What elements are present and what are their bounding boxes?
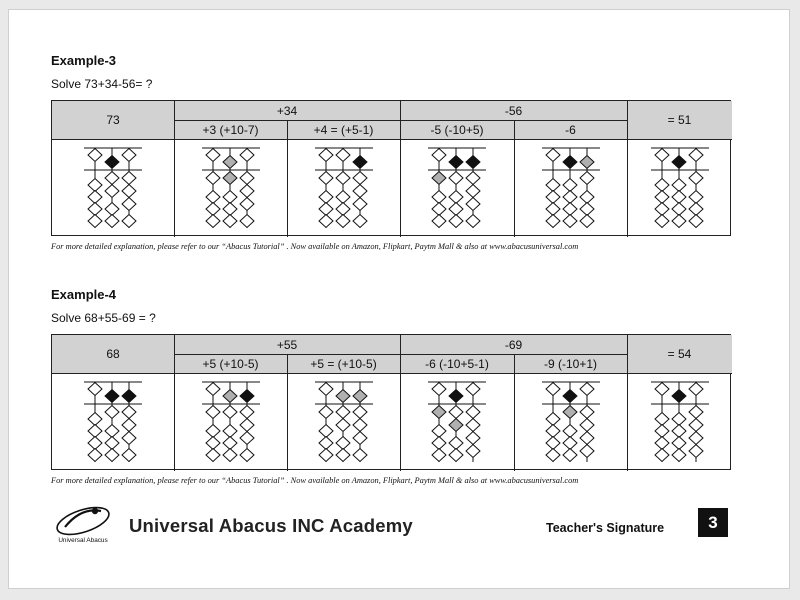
abacus-bead <box>336 172 350 185</box>
abacus-bead <box>88 383 102 396</box>
abacus-bead <box>240 419 254 432</box>
abacus-bead <box>223 156 237 169</box>
abacus-bead <box>546 449 560 462</box>
abacus-bead <box>105 203 119 216</box>
abacus-bead <box>655 383 669 396</box>
abacus-bead <box>546 437 560 450</box>
abacus-bead <box>206 425 220 438</box>
tutorial-note: For more detailed explanation, please refer to our “Abacus Tutorial” . Now available on Amazon, Flipkart, Paytm Mall & also at www.abacusuniversal.com <box>51 476 579 485</box>
abacus-diagram <box>199 147 263 229</box>
abacus-bead <box>240 406 254 419</box>
abacus-diagram <box>81 381 145 463</box>
abacus-bead <box>336 203 350 216</box>
abacus-bead <box>206 215 220 228</box>
divider <box>174 101 175 237</box>
abacus-bead <box>122 406 136 419</box>
abacus-bead <box>122 419 136 432</box>
divider <box>514 120 515 237</box>
abacus-bead <box>655 437 669 450</box>
abacus-bead <box>336 419 350 432</box>
abacus-bead <box>353 390 367 403</box>
abacus-bead <box>122 172 136 185</box>
abacus-diagram <box>648 147 712 229</box>
abacus-bead <box>336 406 350 419</box>
abacus-bead <box>672 390 686 403</box>
example-3-question: Solve 73+34-56= ? <box>51 77 153 91</box>
abacus-bead <box>432 215 446 228</box>
abacus-bead <box>223 203 237 216</box>
abacus-bead <box>336 437 350 450</box>
abacus-bead <box>206 149 220 162</box>
abacus-bead <box>223 390 237 403</box>
result-cell: = 51 <box>627 101 732 139</box>
divider <box>400 335 401 471</box>
abacus-bead <box>580 215 594 228</box>
abacus-bead <box>449 406 463 419</box>
abacus-bead <box>580 191 594 204</box>
abacus-bead <box>546 215 560 228</box>
divider <box>400 101 401 237</box>
abacus-bead <box>563 156 577 169</box>
step-4-header: -9 (-10+1) <box>514 354 627 373</box>
abacus-bead <box>546 191 560 204</box>
abacus-diagram <box>199 381 263 463</box>
abacus-bead <box>672 156 686 169</box>
example-4-table <box>51 334 731 470</box>
abacus-bead <box>449 449 463 462</box>
abacus-bead <box>353 406 367 419</box>
abacus-bead <box>580 383 594 396</box>
abacus-bead <box>563 390 577 403</box>
example-4-title: Example-4 <box>51 287 117 302</box>
abacus-bead <box>336 191 350 204</box>
abacus-bead <box>88 203 102 216</box>
abacus-bead <box>240 185 254 198</box>
abacus-bead <box>432 383 446 396</box>
abacus-bead <box>655 215 669 228</box>
abacus-bead <box>655 179 669 192</box>
divider <box>52 373 732 374</box>
abacus-bead <box>546 413 560 426</box>
divider <box>52 139 732 140</box>
abacus-bead <box>655 203 669 216</box>
abacus-bead <box>223 215 237 228</box>
abacus-bead <box>223 437 237 450</box>
abacus-bead <box>223 406 237 419</box>
divider <box>287 354 288 471</box>
abacus-bead <box>432 172 446 185</box>
abacus-bead <box>353 432 367 445</box>
abacus-bead <box>105 172 119 185</box>
abacus-bead <box>449 203 463 216</box>
abacus-bead <box>319 406 333 419</box>
divider <box>514 354 515 471</box>
abacus-bead <box>672 449 686 462</box>
result-cell: = 54 <box>627 335 732 373</box>
abacus-bead <box>655 425 669 438</box>
abacus-bead <box>672 203 686 216</box>
abacus-bead <box>689 215 703 228</box>
abacus-bead <box>105 406 119 419</box>
abacus-bead <box>689 172 703 185</box>
abacus-bead <box>240 215 254 228</box>
worksheet-page <box>8 9 790 589</box>
abacus-bead <box>689 432 703 445</box>
abacus-bead <box>546 179 560 192</box>
abacus-bead <box>449 172 463 185</box>
abacus-bead <box>240 172 254 185</box>
abacus-bead <box>336 215 350 228</box>
abacus-diagram <box>425 147 489 229</box>
abacus-bead <box>319 425 333 438</box>
teacher-signature-label: Teacher's Signature <box>546 521 665 535</box>
abacus-bead <box>206 172 220 185</box>
abacus-bead <box>563 406 577 419</box>
abacus-bead <box>432 149 446 162</box>
abacus-bead <box>319 172 333 185</box>
abacus-bead <box>432 425 446 438</box>
abacus-bead <box>88 191 102 204</box>
abacus-bead <box>689 445 703 458</box>
abacus-bead <box>563 437 577 450</box>
group2-header: -69 <box>400 335 627 354</box>
abacus-bead <box>319 383 333 396</box>
start-value-cell: 68 <box>52 335 174 373</box>
abacus-diagram <box>312 381 376 463</box>
logo-text: Universal Abacus <box>58 537 108 544</box>
abacus-diagram <box>425 381 489 463</box>
step-3-header: -6 (-10+5-1) <box>400 354 514 373</box>
academy-logo <box>51 499 115 550</box>
abacus-bead <box>689 383 703 396</box>
abacus-bead <box>466 406 480 419</box>
abacus-bead <box>206 383 220 396</box>
abacus-bead <box>563 425 577 438</box>
abacus-bead <box>240 390 254 403</box>
abacus-bead <box>88 449 102 462</box>
abacus-bead <box>223 172 237 185</box>
abacus-bead <box>319 191 333 204</box>
abacus-bead <box>206 437 220 450</box>
abacus-bead <box>466 156 480 169</box>
abacus-bead <box>319 149 333 162</box>
abacus-bead <box>672 179 686 192</box>
abacus-bead <box>122 449 136 462</box>
abacus-bead <box>466 432 480 445</box>
abacus-bead <box>432 191 446 204</box>
abacus-bead <box>580 156 594 169</box>
abacus-bead <box>655 449 669 462</box>
step-3-header: -5 (-10+5) <box>400 120 514 139</box>
abacus-bead <box>122 390 136 403</box>
example-4-question: Solve 68+55-69 = ? <box>51 311 156 325</box>
abacus-bead <box>122 149 136 162</box>
abacus-bead <box>449 390 463 403</box>
abacus-bead <box>353 449 367 462</box>
abacus-bead <box>546 149 560 162</box>
abacus-bead <box>563 215 577 228</box>
abacus-bead <box>546 203 560 216</box>
abacus-diagram <box>539 147 603 229</box>
group1-header: +34 <box>174 101 400 120</box>
abacus-bead <box>206 449 220 462</box>
abacus-bead <box>105 185 119 198</box>
abacus-bead <box>336 390 350 403</box>
abacus-diagram <box>81 147 145 229</box>
abacus-bead <box>466 185 480 198</box>
divider <box>174 335 175 471</box>
step-2-header: +4 = (+5-1) <box>287 120 400 139</box>
abacus-bead <box>206 203 220 216</box>
abacus-bead <box>240 149 254 162</box>
abacus-bead <box>449 191 463 204</box>
abacus-bead <box>546 425 560 438</box>
start-value-cell: 73 <box>52 101 174 139</box>
abacus-bead <box>672 425 686 438</box>
abacus-bead <box>689 191 703 204</box>
abacus-bead <box>105 437 119 450</box>
divider <box>627 101 628 237</box>
abacus-bead <box>432 449 446 462</box>
abacus-bead <box>432 203 446 216</box>
abacus-bead <box>689 406 703 419</box>
abacus-bead <box>466 215 480 228</box>
abacus-bead <box>353 419 367 432</box>
abacus-bead <box>319 203 333 216</box>
abacus-bead <box>206 406 220 419</box>
abacus-bead <box>105 390 119 403</box>
abacus-bead <box>689 203 703 216</box>
abacus-bead <box>655 149 669 162</box>
abacus-bead <box>88 437 102 450</box>
abacus-bead <box>319 449 333 462</box>
abacus-bead <box>240 432 254 445</box>
abacus-bead <box>432 406 446 419</box>
divider <box>174 120 627 121</box>
abacus-bead <box>105 425 119 438</box>
step-1-header: +3 (+10-7) <box>174 120 287 139</box>
abacus-bead <box>206 191 220 204</box>
abacus-bead <box>223 425 237 438</box>
abacus-diagram <box>539 381 603 463</box>
abacus-bead <box>655 413 669 426</box>
abacus-bead <box>432 437 446 450</box>
abacus-bead <box>105 156 119 169</box>
page-number-badge: 3 <box>698 508 728 537</box>
abacus-bead <box>672 413 686 426</box>
abacus-bead <box>88 149 102 162</box>
abacus-bead <box>105 215 119 228</box>
abacus-bead <box>466 419 480 432</box>
abacus-bead <box>122 198 136 211</box>
abacus-bead <box>655 191 669 204</box>
abacus-bead <box>122 215 136 228</box>
abacus-bead <box>563 203 577 216</box>
abacus-diagram <box>648 381 712 463</box>
abacus-bead <box>672 437 686 450</box>
abacus-bead <box>563 191 577 204</box>
step-4-header: -6 <box>514 120 627 139</box>
divider <box>174 354 627 355</box>
abacus-bead <box>466 172 480 185</box>
abacus-bead <box>546 383 560 396</box>
abacus-diagram <box>312 147 376 229</box>
abacus-bead <box>105 449 119 462</box>
abacus-bead <box>223 191 237 204</box>
step-2-header: +5 = (+10-5) <box>287 354 400 373</box>
abacus-bead <box>240 198 254 211</box>
abacus-bead <box>580 406 594 419</box>
tutorial-note: For more detailed explanation, please refer to our “Abacus Tutorial” . Now available on Amazon, Flipkart, Paytm Mall & also at www.abacusuniversal.com <box>51 242 579 251</box>
abacus-bead <box>449 156 463 169</box>
example-3-table <box>51 100 731 236</box>
abacus-bead <box>122 432 136 445</box>
abacus-bead <box>319 437 333 450</box>
abacus-bead <box>353 185 367 198</box>
abacus-bead <box>689 419 703 432</box>
abacus-bead <box>240 449 254 462</box>
abacus-bead <box>672 215 686 228</box>
abacus-bead <box>88 179 102 192</box>
abacus-bead <box>466 198 480 211</box>
group1-header: +55 <box>174 335 400 354</box>
abacus-bead <box>466 383 480 396</box>
abacus-bead <box>353 198 367 211</box>
abacus-bead <box>580 203 594 216</box>
abacus-bead <box>319 215 333 228</box>
abacus-bead <box>88 413 102 426</box>
abacus-bead <box>223 449 237 462</box>
abacus-bead <box>580 419 594 432</box>
abacus-bead <box>122 185 136 198</box>
abacus-bead <box>672 191 686 204</box>
abacus-bead <box>580 432 594 445</box>
group2-header: -56 <box>400 101 627 120</box>
divider <box>287 120 288 237</box>
abacus-bead <box>88 425 102 438</box>
abacus-bead <box>449 419 463 432</box>
step-1-header: +5 (+10-5) <box>174 354 287 373</box>
abacus-bead <box>563 179 577 192</box>
abacus-bead <box>689 149 703 162</box>
abacus-bead <box>353 156 367 169</box>
abacus-bead <box>563 449 577 462</box>
abacus-bead <box>88 215 102 228</box>
abacus-bead <box>580 445 594 458</box>
abacus-bead <box>466 445 480 458</box>
abacus-bead <box>449 437 463 450</box>
divider <box>627 335 628 471</box>
abacus-bead <box>580 172 594 185</box>
academy-name: Universal Abacus INC Academy <box>129 515 413 536</box>
abacus-bead <box>353 172 367 185</box>
abacus-bead <box>449 215 463 228</box>
abacus-bead <box>336 149 350 162</box>
abacus-bead <box>336 449 350 462</box>
abacus-bead <box>353 215 367 228</box>
example-3-title: Example-3 <box>51 53 117 68</box>
